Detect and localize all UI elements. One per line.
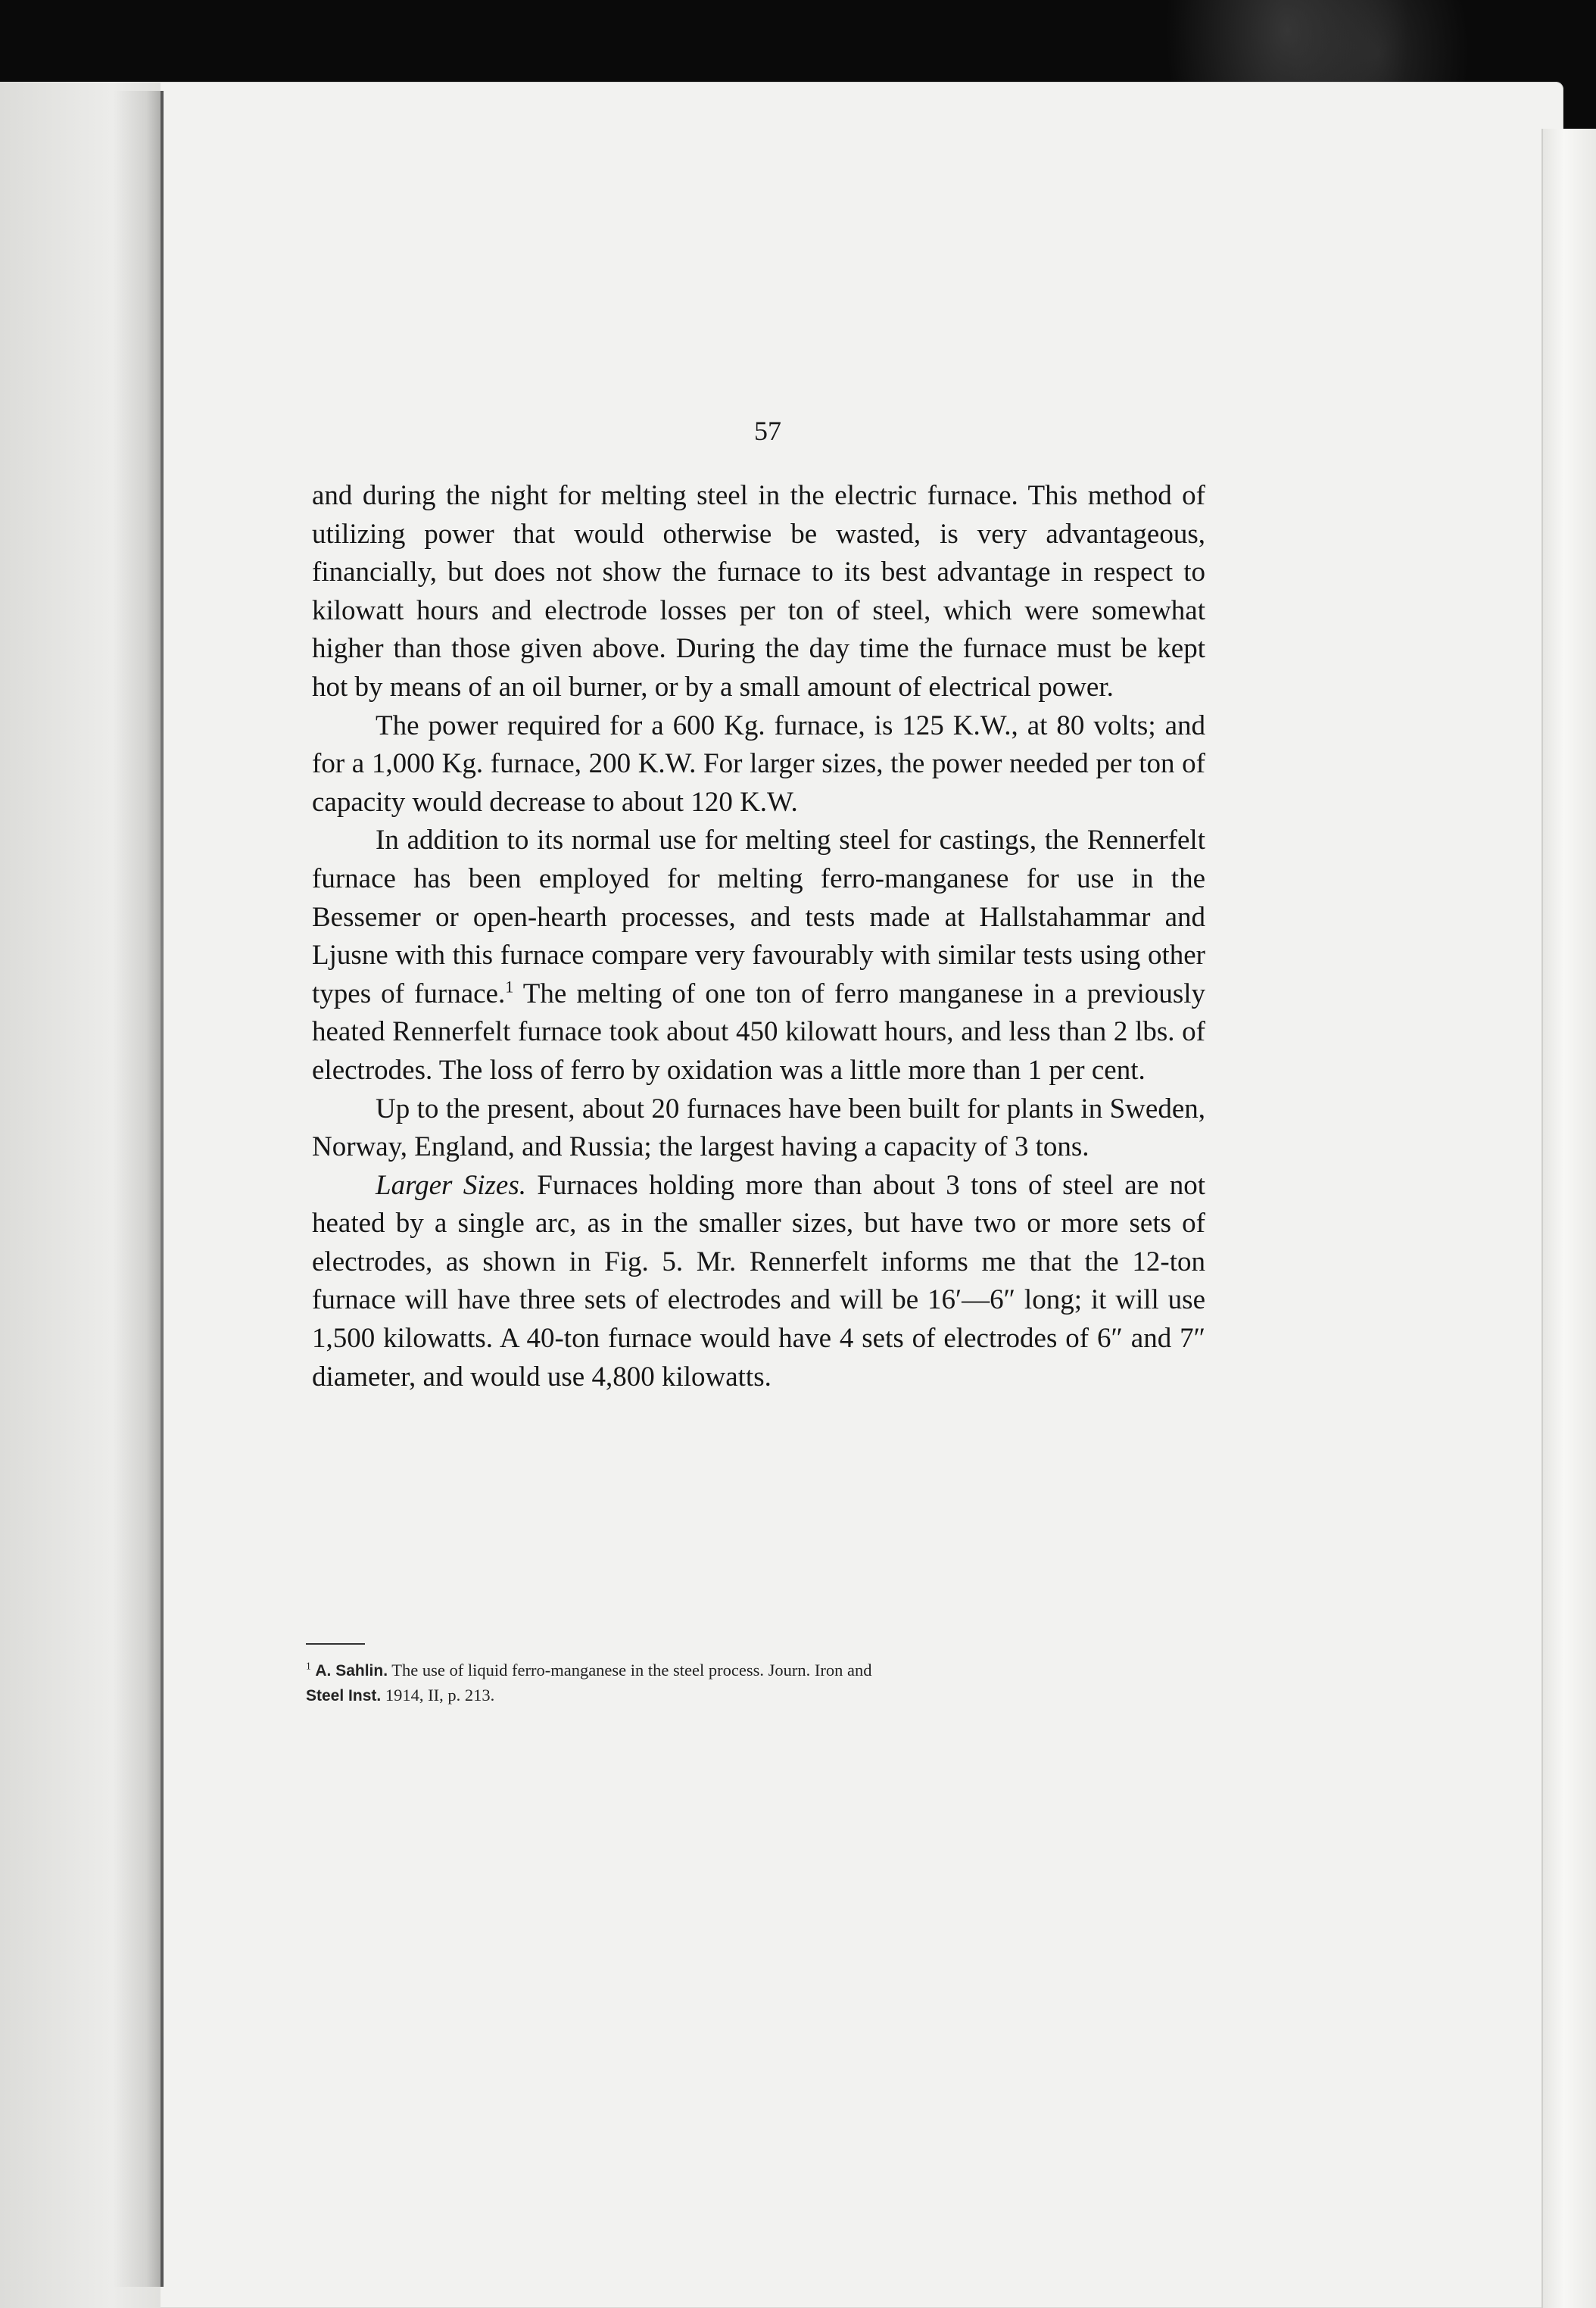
paragraph bbox=[312, 1167, 1205, 1397]
paragraph-text: In addition to its normal use for melting steel for castings, the Rennerfelt furnace has been employed for melting ferro-manganese for use in the Bessemer or open-hearth processes, and tests made at Hallstahammar and Ljusne with this furnace compare very favourably with similar tests using other types of furnace. bbox=[312, 825, 1205, 1009]
page-edge bbox=[1541, 129, 1596, 2308]
paragraph: The power required for a 600 Kg. furnace, is 125 K.W., at 80 volts; and for a 1,000 Kg. furnace, 200 K.W. For larger sizes, the power needed per ton of capacity would decrease to about 120 K.W. bbox=[312, 710, 1205, 818]
footnote-journal: Steel Inst. bbox=[306, 1687, 382, 1704]
footnote bbox=[306, 1658, 1199, 1708]
footnote-marker: 1 bbox=[505, 977, 514, 996]
body-text bbox=[312, 477, 1205, 1396]
footnote-title: The use of liquid ferro-manganese in the steel process. Journ. Iron and bbox=[388, 1661, 872, 1680]
footnote-marker: 1 bbox=[306, 1660, 311, 1672]
paragraph-text: Furnaces holding more than about 3 tons of steel are not heated by a single arc, as in the smaller sizes, but have two or more sets of electrodes, as shown in Fig. 5. Mr. Rennerfelt informs me that the 12-ton furnace will have three sets of electrodes and will be 16′—6″ long; it will use 1,500 kilowatts. A 40-ton furnace would have 4 sets of electrodes of 6″ and 7″ diameter, and would use 4,800 kilowatts. bbox=[312, 1169, 1205, 1393]
footnote-rule bbox=[306, 1643, 365, 1645]
spine-shadow bbox=[114, 91, 161, 2287]
footnote-citation: 1914, II, p. 213. bbox=[381, 1686, 495, 1704]
page-number: 57 bbox=[754, 416, 781, 446]
paragraph-text: The melting of one ton of ferro manganese in a previously heated Rennerfelt furnace took about 450 kilowatt hours, and less than 2 lbs. of electrodes. The loss of ferro by oxidation was a little more than 1 per cent. bbox=[312, 978, 1205, 1086]
section-heading: Larger Sizes. bbox=[376, 1169, 526, 1201]
paragraph: and during the night for melting steel in the electric furnace. This method of utilizing power that would otherwise be wasted, is very advantageous, financially, but does not show the furnace to its best advantage in respect to kilowatt hours and electrode losses per ton of steel, which were somewhat higher than those given above. During the day time the furnace must be kept hot by means of an oil burner, or by a small amount of electrical power. bbox=[312, 480, 1205, 703]
paragraph: Up to the present, about 20 furnaces have been built for plants in Sweden, Norway, England, and Russia; the largest having a capacity of 3 tons. bbox=[312, 1093, 1205, 1163]
footnote-author: A. Sahlin. bbox=[315, 1662, 388, 1680]
book-spine bbox=[161, 91, 164, 2287]
paragraph bbox=[312, 822, 1205, 1090]
